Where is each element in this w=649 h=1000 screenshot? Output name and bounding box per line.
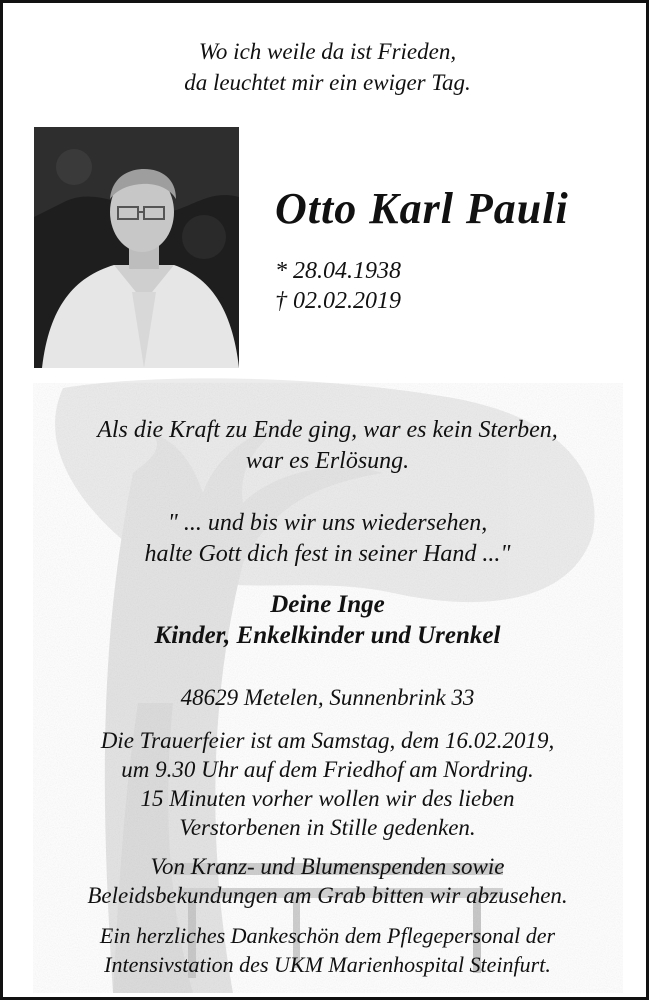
- quote-line: halte Gott dich fest in seiner Hand ...": [144, 541, 511, 567]
- death-date: † 02.02.2019: [275, 288, 401, 314]
- memorial-verse: [3, 415, 649, 477]
- verse-line: Als die Kraft zu Ende ging, war es kein Sterben,: [97, 417, 558, 443]
- service-info-line: Die Trauerfeier ist am Samstag, dem 16.02.2019,: [100, 728, 555, 753]
- thanks-line: Intensivstation des UKM Marienhospital Steinfurt.: [104, 952, 551, 977]
- family-address: 48629 Metelen, Sunnenbrink 33: [180, 685, 475, 710]
- signer-line: Deine Inge: [270, 591, 385, 618]
- portrait-illustration: [34, 127, 239, 368]
- life-dates: [275, 256, 401, 316]
- signer-line: Kinder, Enkelkinder und Urenkel: [154, 622, 501, 649]
- flowers-note: [3, 852, 649, 910]
- deceased-name: Otto Karl Pauli: [275, 184, 569, 233]
- quote-line: " ... und bis wir uns wiedersehen,: [167, 510, 488, 536]
- service-info-line: um 9.30 Uhr auf dem Friedhof am Nordring.: [121, 757, 534, 782]
- funeral-service-info: [3, 726, 649, 842]
- motto-line: Wo ich weile da ist Frieden,: [198, 39, 457, 64]
- portrait-photo: [34, 127, 239, 368]
- service-info-line: 15 Minuten vorher wollen wir des lieben: [140, 786, 515, 811]
- thanks-line: Ein herzliches Dankeschön dem Pflegepersonal der: [99, 923, 556, 948]
- flowers-note-line: Beleidsbekundungen am Grab bitten wir abzusehen.: [87, 883, 568, 908]
- mourners-signature: [3, 589, 649, 651]
- motto-verse: [3, 36, 649, 98]
- birth-date: * 28.04.1938: [275, 258, 401, 284]
- service-info-line: Verstorbenen in Stille gedenken.: [179, 815, 476, 840]
- farewell-quote: [3, 508, 649, 570]
- flowers-note-line: Von Kranz- und Blumenspenden sowie: [150, 854, 505, 879]
- verse-line: war es Erlösung.: [245, 448, 410, 474]
- thanks-note: [3, 921, 649, 979]
- motto-line: da leuchtet mir ein ewiger Tag.: [184, 70, 471, 95]
